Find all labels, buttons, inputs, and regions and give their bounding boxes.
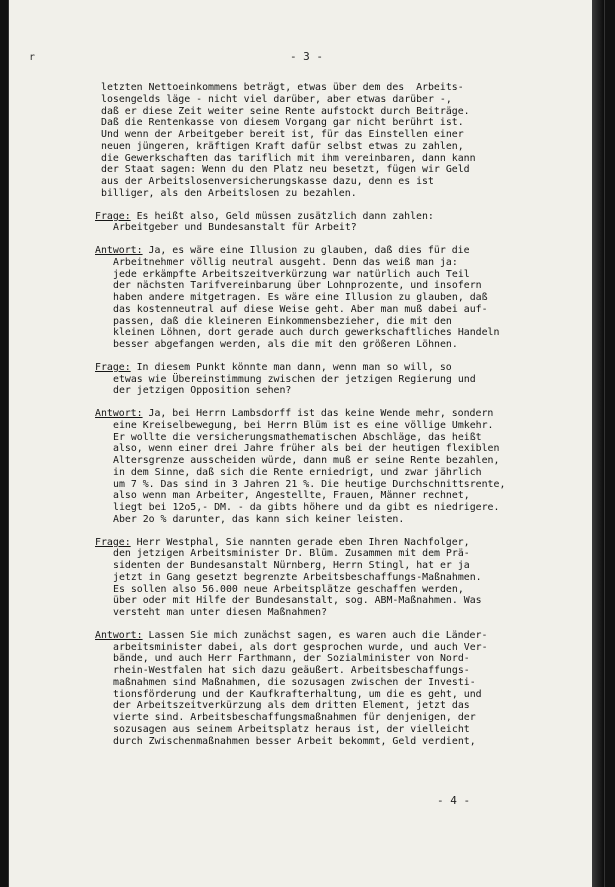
line-text: daß er diese Zeit weiter seine Rente aufstockt durch Beiträge.: [101, 105, 470, 117]
dialogue-paragraph: [95, 536, 571, 619]
text-line: [95, 630, 571, 642]
line-text: etwas wie Übereinstimmung zwischen der jetzigen Regierung und: [113, 373, 476, 385]
text-line: [113, 420, 571, 432]
text-line: [113, 595, 571, 607]
text-line: [113, 560, 571, 572]
text-line: [113, 572, 571, 584]
text-line: [113, 432, 571, 444]
document-page: [8, 0, 605, 887]
line-text: Ja, es wäre eine Illusion zu glauben, daß dies für die: [142, 245, 470, 256]
text-line: [101, 94, 571, 106]
text-line: [101, 106, 571, 118]
line-text: vierte sind. Arbeitsbeschaffungsmaßnahmen für denjenigen, der: [113, 712, 476, 723]
line-text: der nächsten Tarifvereinbarung über Lohnprozente, und insofern: [113, 280, 482, 292]
line-text: Er wollte die versicherungsmathematischen Abschläge, das heißt: [113, 431, 482, 443]
line-text: Es sollen also 56.000 neue Arbeitsplätze geschaffen werden,: [113, 583, 464, 595]
line-text: Und wenn der Arbeitgeber bereit ist, für das Einstellen einer: [101, 129, 464, 140]
line-text: der jetzigen Opposition sehen?: [113, 385, 292, 397]
line-text: um 7 %. Das sind in 3 Jahren 21 %. Die heutige Durchschnittsrente,: [113, 478, 506, 490]
line-text: Ja, bei Herrn Lambsdorff ist das keine Wende mehr, sondern: [142, 408, 494, 419]
line-text: Aber 2o % darunter, das kann sich keiner leisten.: [113, 513, 405, 525]
text-line: [113, 269, 571, 281]
margin-mark: r: [29, 52, 36, 63]
text-line: [113, 607, 571, 619]
dialogue-paragraph: [95, 210, 571, 235]
text-line: [101, 153, 571, 165]
text-line: [101, 188, 571, 200]
dialogue-paragraph: [95, 245, 571, 351]
line-text: kleinen Löhnen, dort gerade auch durch gewerkschaftliches Handeln: [113, 327, 500, 339]
line-text: aus der Arbeitslosenversicherungskasse dazu, denn es ist: [101, 176, 434, 187]
line-text: letzten Nettoeinkommens beträgt, etwas über dem des Arbeits-: [101, 82, 464, 93]
text-line: [101, 176, 571, 188]
text-line: [95, 245, 571, 257]
line-text: der Staat sagen: Wenn du den Platz neu besetzt, fügen wir Geld: [101, 164, 470, 176]
text-line: [113, 490, 571, 502]
text-line: [113, 316, 571, 328]
line-text: rhein-Westfalen hat sich dazu geäußert. Arbeitsbeschaffungs-: [113, 665, 470, 676]
line-text: liegt bei 12o5,- DM. - da gibts höhere und da gibt es niedrigere.: [113, 502, 500, 513]
line-text: neuen jüngeren, kräftigen Kraft dafür selbst etwas zu zahlen,: [101, 140, 464, 152]
text-line: [95, 211, 571, 223]
line-text: Arbeitgeber und Bundesanstalt für Arbeit?: [113, 222, 357, 234]
line-text: das kostenneutral auf diese Weise geht. Aber man muß dabei auf-: [113, 303, 488, 315]
text-line: [101, 164, 571, 176]
line-text: arbeitsminister dabei, als dort gesprochen wurde, und auch Ver-: [113, 641, 488, 653]
text-line: [101, 82, 571, 94]
text-line: [113, 642, 571, 654]
text-line: [113, 385, 571, 397]
text-line: [113, 700, 571, 712]
line-text: jetzt in Gang gesetzt begrenzte Arbeitsbeschaffungs-Maßnahmen.: [113, 571, 482, 583]
speaker-label: Antwort:: [95, 245, 143, 256]
line-text: sozusagen aus seinem Arbeitsplatz heraus ist, der vielleicht: [113, 723, 470, 735]
text-line: [113, 467, 571, 479]
dialogue-paragraph: [95, 361, 571, 397]
line-text: den jetzigen Arbeitsminister Dr. Blüm. Zusammen mit dem Prä-: [113, 548, 470, 560]
text-line: [113, 292, 571, 304]
text-line: [113, 257, 571, 269]
text-line: [113, 736, 571, 748]
text-line: [113, 374, 571, 386]
text-line: [113, 280, 571, 292]
line-text: billiger, als den Arbeitslosen zu bezahlen.: [101, 187, 357, 199]
text-line: [113, 712, 571, 724]
line-text: sidenten der Bundesanstalt Nürnberg, Herrn Stingl, hat er ja: [113, 560, 470, 571]
line-text: maßnahmen sind Maßnahmen, die sozusagen zwischen der Investi-: [113, 676, 476, 688]
line-text: über oder mit Hilfe der Bundesanstalt, sog. ABM-Maßnahmen. Was: [113, 595, 482, 607]
text-line: [113, 443, 571, 455]
text-line: [113, 548, 571, 560]
text-line: [113, 665, 571, 677]
line-text: bände, und auch Herr Farthmann, der Sozialminister von Nord-: [113, 653, 470, 665]
text-line: [101, 129, 571, 141]
text-line: [101, 117, 571, 129]
text-line: [113, 724, 571, 736]
text-line: [101, 141, 571, 153]
text-line: [113, 677, 571, 689]
line-text: Altersgrenze ausscheiden würde, dann muß er seine Rente bezahlen,: [113, 455, 500, 466]
next-page-marker: - 4 -: [437, 794, 471, 807]
line-text: versteht man unter diesen Maßnahmen?: [113, 607, 328, 618]
text-line: [113, 653, 571, 665]
line-text: losengelds läge - nicht viel darüber, aber etwas darüber -,: [101, 93, 452, 105]
text-line: [113, 304, 571, 316]
text-line: [95, 362, 571, 374]
line-text: Herr Westphal, Sie nannten gerade eben Ihren Nachfolger,: [130, 536, 470, 548]
line-text: Arbeitnehmer völlig neutral ausgeht. Denn das weiß man ja:: [113, 256, 458, 268]
speaker-label: Antwort:: [95, 629, 143, 641]
line-text: in dem Sinne, daß sich die Rente erniedrigt, und zwar jährlich: [113, 466, 482, 478]
text-line: [113, 455, 571, 467]
speaker-label: Antwort:: [95, 408, 143, 419]
line-text: In diesem Punkt könnte man dann, wenn man so will, so: [130, 361, 452, 373]
line-text: die Gewerkschaften das tariflich mit ihm vereinbaren, dann kann: [101, 152, 476, 164]
speaker-label: Frage:: [95, 210, 131, 222]
line-text: eine Kreiselbewegung, bei Herrn Blüm ist es eine völlige Umkehr.: [113, 419, 494, 431]
speaker-label: Frage:: [95, 536, 131, 548]
line-text: durch Zwischenmaßnahmen besser Arbeit bekommt, Geld verdient,: [113, 735, 476, 747]
line-text: besser abgefangen werden, als die mit den größeren Löhnen.: [113, 339, 458, 350]
text-line: [95, 537, 571, 549]
dialogue-paragraph: [95, 408, 571, 526]
text-line: [113, 689, 571, 701]
line-text: Es heißt also, Geld müssen zusätzlich dann zahlen:: [130, 210, 434, 222]
line-text: jede erkämpfte Arbeitszeitverkürzung war natürlich auch Teil: [113, 268, 470, 280]
text-paragraph: [101, 82, 571, 200]
text-line: [95, 408, 571, 420]
text-line: [113, 502, 571, 514]
line-text: der Arbeitszeitverkürzung als dem dritten Element, jetzt das: [113, 700, 470, 712]
line-text: also wenn man Arbeiter, Angestellte, Frauen, Männer rechnet,: [113, 490, 470, 502]
line-text: Daß die Rentenkasse von diesem Vorgang gar nicht berührt ist.: [101, 117, 464, 129]
scan-edge: [592, 0, 604, 887]
speaker-label: Frage:: [95, 361, 131, 373]
text-line: [113, 339, 571, 351]
text-line: [113, 327, 571, 339]
text-line: [113, 479, 571, 491]
text-line: [113, 514, 571, 526]
page-number: - 3 -: [289, 50, 324, 63]
line-text: also, wenn einer drei Jahre früher als bei der heutigen flexiblen: [113, 443, 500, 455]
line-text: haben andere mitgetragen. Es wäre eine Illusion zu glauben, daß: [113, 292, 488, 303]
line-text: passen, daß die kleineren Einkommensbezieher, die mit den: [113, 315, 452, 327]
text-line: [113, 222, 571, 234]
transcript-body: [95, 82, 571, 758]
text-line: [113, 584, 571, 596]
dialogue-paragraph: [95, 629, 571, 748]
line-text: tionsförderung und der Kaufkrafterhaltung, um die es geht, und: [113, 688, 482, 700]
line-text: Lassen Sie mich zunächst sagen, es waren auch die Länder-: [142, 629, 488, 641]
